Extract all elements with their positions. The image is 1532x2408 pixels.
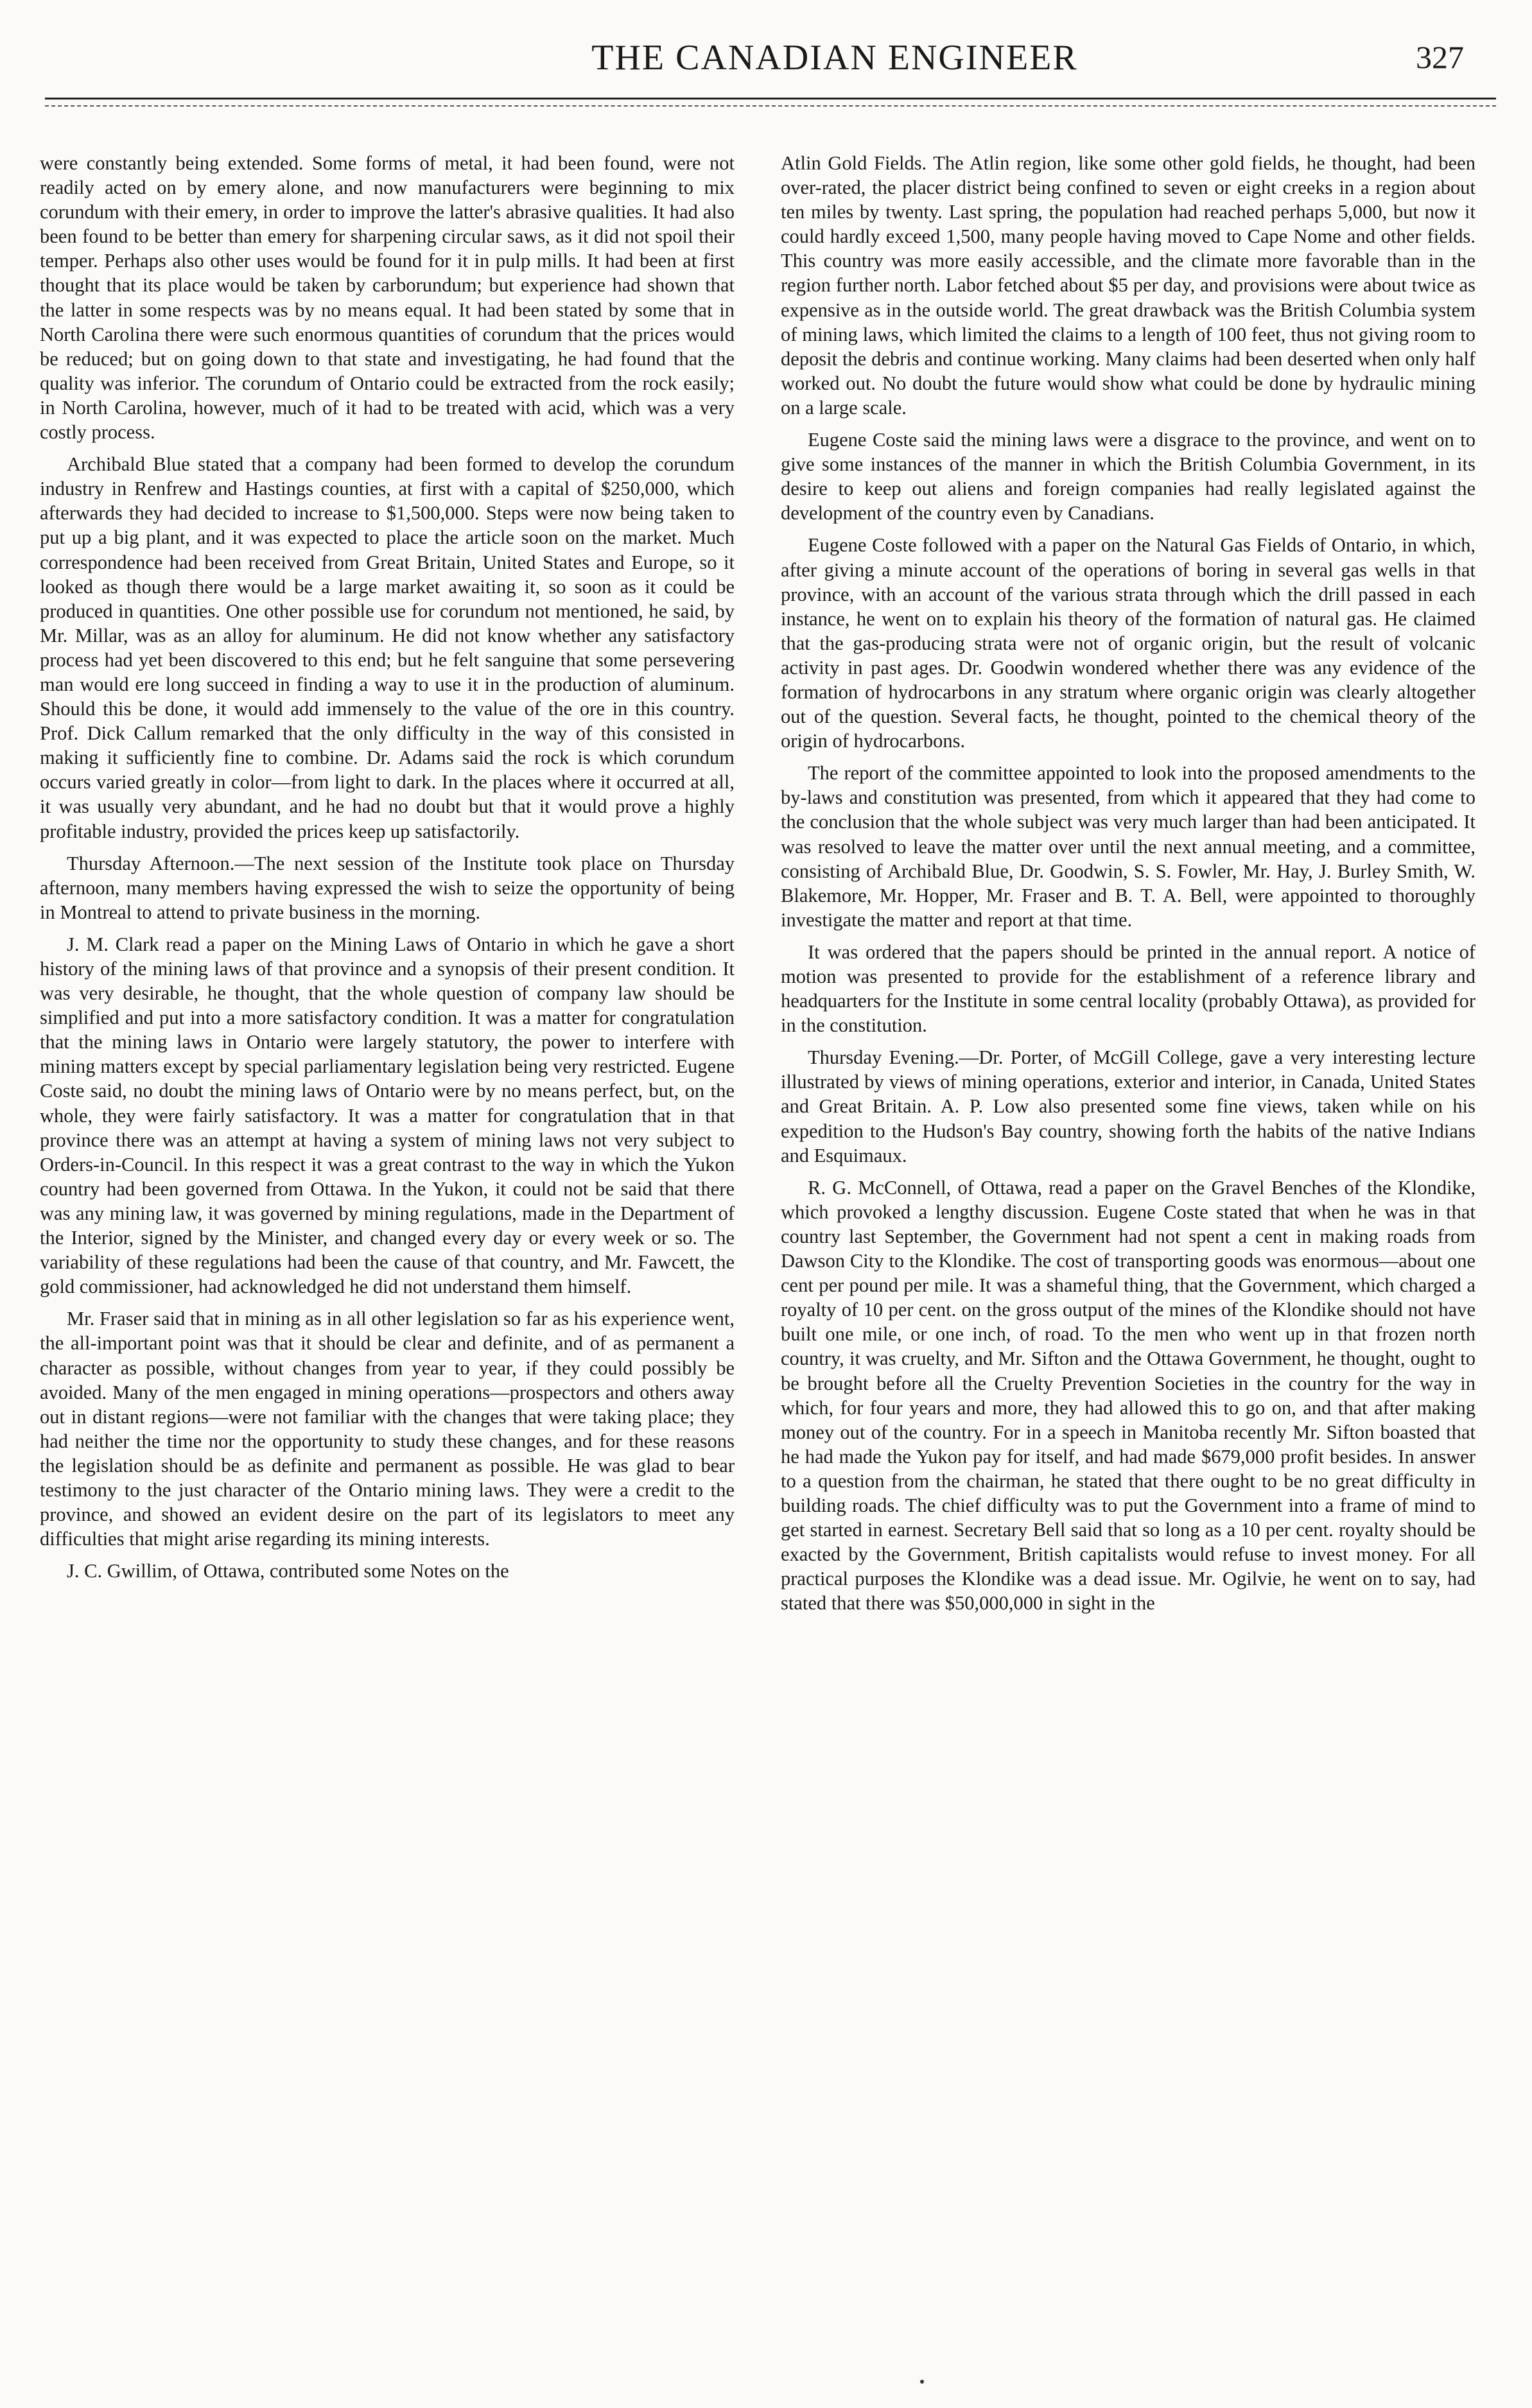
header-rule: [45, 98, 1496, 100]
right-column: [781, 151, 1475, 1623]
paragraph: were constantly being extended. Some forms of metal, it had been found, were not readily acted on by emery alone, and now manufacturers were beginning to mix corundum with their emery, in order to improve the latter's abrasive qualities. It had also been found to be better than emery for sharpening circular saws, as it did not spoil their temper. Perhaps also other uses would be found for it in pulp mills. It had been at first thought that its place would be taken by carborundum; but experience had shown that the latter in some respects was by no means equal. It had been stated by some that in North Carolina there were such enormous quantities of corundum that the prices would be reduced; but on going down to that state and investigating, he had found that the quality was inferior. The corundum of Ontario could be extracted from the rock easily; in North Carolina, however, much of it had to be treated with acid, which was a very costly process.: [40, 152, 735, 444]
paragraph: Thursday Evening.—Dr. Porter, of McGill College, gave a very interesting lecture illustrated by views of mining operations, exterior and interior, in Canada, United States and Great Britain. A. P. Low also presented some fine views, taken while on his expedition to the Hudson's Bay country, showing forth the habits of the native Indians and Esquimaux.: [781, 1046, 1475, 1166]
header-rule-dashed: [45, 105, 1496, 107]
left-column: [40, 151, 735, 1591]
paragraph: R. G. McConnell, of Ottawa, read a paper on the Gravel Benches of the Klondike, which provoked a lengthy discussion. Eugene Coste stated that when he was in that country last September, the Government had not spent a cent in making roads from Dawson City to the Klondike. The cost of transporting goods was enormous—about one cent per pound per mile. It was a shameful thing, that the Government, which charged a royalty of 10 per cent. on the gross output of the mines of the Klondike should not have built one mile, or one inch, of road. To the men who went up in that frozen north country, it was cruelty, and Mr. Sifton and the Ottawa Government, he thought, ought to be brought before all the Cruelty Prevention Societies in the country for the way in which, for four years and more, they had allowed this to go on, and that after making money out of the country. For in a speech in Manitoba recently Mr. Sifton boasted that he had made the Yukon pay for itself, and had made $679,000 profit besides. In answer to a question from the chairman, he stated that there ought to be no great difficulty in building roads. The chief difficulty was to put the Government into a frame of mind to get started in earnest. Secretary Bell said that so long as a 10 per cent. royalty should be exacted by the Government, British capitalists would refuse to invest money. For all practical purposes the Klondike was a dead issue. Mr. Ogilvie, he went on to say, had stated that there was $50,000,000 in sight in the: [781, 1176, 1475, 1615]
paragraph: Eugene Coste followed with a paper on the Natural Gas Fields of Ontario, in which, after giving a minute account of the operations of boring in several gas wells in that province, with an account of the various strata through which the drill passed in each instance, he went on to explain his theory of the formation of natural gas. He claimed that the gas-producing strata were not of organic origin, but the result of volcanic activity in past ages. Dr. Goodwin wondered whether there was any evidence of the formation of hydrocarbons in any stratum where organic origin was clearly altogether out of the question. Several facts, he thought, pointed to the chemical theory of the origin of hydrocarbons.: [781, 534, 1475, 752]
paragraph: Archibald Blue stated that a company had been formed to develop the corundum industry in Renfrew and Hastings counties, at first with a capital of $250,000, which afterwards they had decided to increase to $1,500,000. Steps were now being taken to put up a big plant, and it was expected to place the article soon on the market. Much correspondence had been received from Great Britain, United States and Europe, so it looked as though there would be a large market awaiting it, so soon as it could be produced in quantities. One other possible use for corundum not mentioned, he said, by Mr. Millar, was as an alloy for aluminum. He did not know whether any satisfactory process had yet been discovered to this end; but he felt sanguine that some persevering man would ere long succeed in finding a way to use it in the production of aluminum. Should this be done, it would add immensely to the value of the ore in this country. Prof. Dick Callum remarked that the only difficulty in the way of this consisted in making it sufficiently fine to combine. Dr. Adams said the rock is which corundum occurs varied greatly in color—from light to dark. In the places where it occurred at all, it was usually very abundant, and he had no doubt but that it would prove a highly profitable industry, provided the prices keep up satisfactorily.: [40, 453, 735, 842]
paragraph: J. C. Gwillim, of Ottawa, contributed some Notes on the: [67, 1560, 509, 1582]
paragraph: Mr. Fraser said that in mining as in all other legislation so far as his experience went, the all-important point was that it should be clear and definite, and of as permanent a character as possible, without changes from year to year, if they could possibly be avoided. Many of the men engaged in mining operations—prospectors and others away out in distant regions—were not familiar with the changes that were taking place; they had neither the time nor the opportunity to study these changes, and for these reasons the legislation should be as definite and permanent as possible. He was glad to bear testimony to the just character of the Ontario mining laws. They were a credit to the province, and showed an evident desire on the part of its legislators to meet any difficulties that might arise regarding its mining interests.: [40, 1308, 735, 1550]
paragraph: J. M. Clark read a paper on the Mining Laws of Ontario in which he gave a short history of the mining laws of that province and a synopsis of their present condition. It was very desirable, he thought, that the whole question of company law should be simplified and put into a more satisfactory condition. It was a matter for congratulation that the mining laws in Ontario were largely statutory, the power to interfere with mining matters except by special parliamentary legislation being very restricted. Eugene Coste said, no doubt the mining laws of Ontario were by no means perfect, but, on the whole, they were fairly satisfactory. It was a matter for congratulation that in that province there was an attempt at having a system of mining laws not very subject to Orders-in-Council. In this respect it was a great contrast to the way in which the Yukon country had been governed from Ottawa. In the Yukon, it could not be said that there was any mining law, it was governed by mining regulations, made in the Department of the Interior, signed by the Minister, and changed every day or every week or so. The variability of these regulations had been the cause of that country, and Mr. Fawcett, the gold commissioner, had acknowledged he did not understand them himself.: [40, 933, 735, 1298]
paragraph: It was ordered that the papers should be printed in the annual report. A notice of motion was presented to provide for the establishment of a reference library and headquarters for the Institute in some central locality (probably Ottawa), as provided for in the constitution.: [781, 940, 1475, 1037]
page-number: 327: [1416, 39, 1464, 75]
paragraph: Atlin Gold Fields. The Atlin region, like some other gold fields, he thought, had been over-rated, the placer district being confined to seven or eight creeks in a region about ten miles by twenty. Last spring, the population had reached perhaps 5,000, but now it could hardly exceed 1,500, many people having moved to Cape Nome and other fields. This country was more easily accessible, and the climate more favorable than in the region further north. Labor fetched about $5 per day, and provisions were about twice as expensive as in the outside world. The great drawback was the British Columbia system of mining laws, which limited the claims to a length of 100 feet, thus not giving room to deposit the debris and continue working. Many claims had been deserted when only half worked out. No doubt the future would show what could be done by hydraulic mining on a large scale.: [781, 152, 1475, 419]
running-title: THE CANADIAN ENGINEER: [591, 38, 1078, 78]
paragraph: The report of the committee appointed to look into the proposed amendments to the by-laws and constitution was presented, from which it appeared that they had come to the conclusion that the whole subject was very much larger than had been anticipated. It was resolved to leave the matter over until the next annual meeting, and a committee, consisting of Archibald Blue, Dr. Goodwin, S. S. Fowler, Mr. Hay, J. Burley Smith, W. Blakemore, Mr. Hopper, Mr. Fraser and B. T. A. Bell, were appointed to thoroughly investigate the matter and report at that time.: [781, 762, 1475, 931]
page-header: [45, 26, 1496, 122]
paragraph: Thursday Afternoon.—The next session of the Institute took place on Thursday afternoon, many members having expressed the wish to seize the opportunity of being in Montreal to attend to private business in the morning.: [40, 852, 735, 923]
print-speck: [920, 2380, 924, 2384]
paragraph: Eugene Coste said the mining laws were a disgrace to the province, and went on to give some instances of the manner in which the British Columbia Government, in its desire to keep out aliens and foreign companies had really legislated against the development of the country even by Canadians.: [781, 429, 1475, 524]
